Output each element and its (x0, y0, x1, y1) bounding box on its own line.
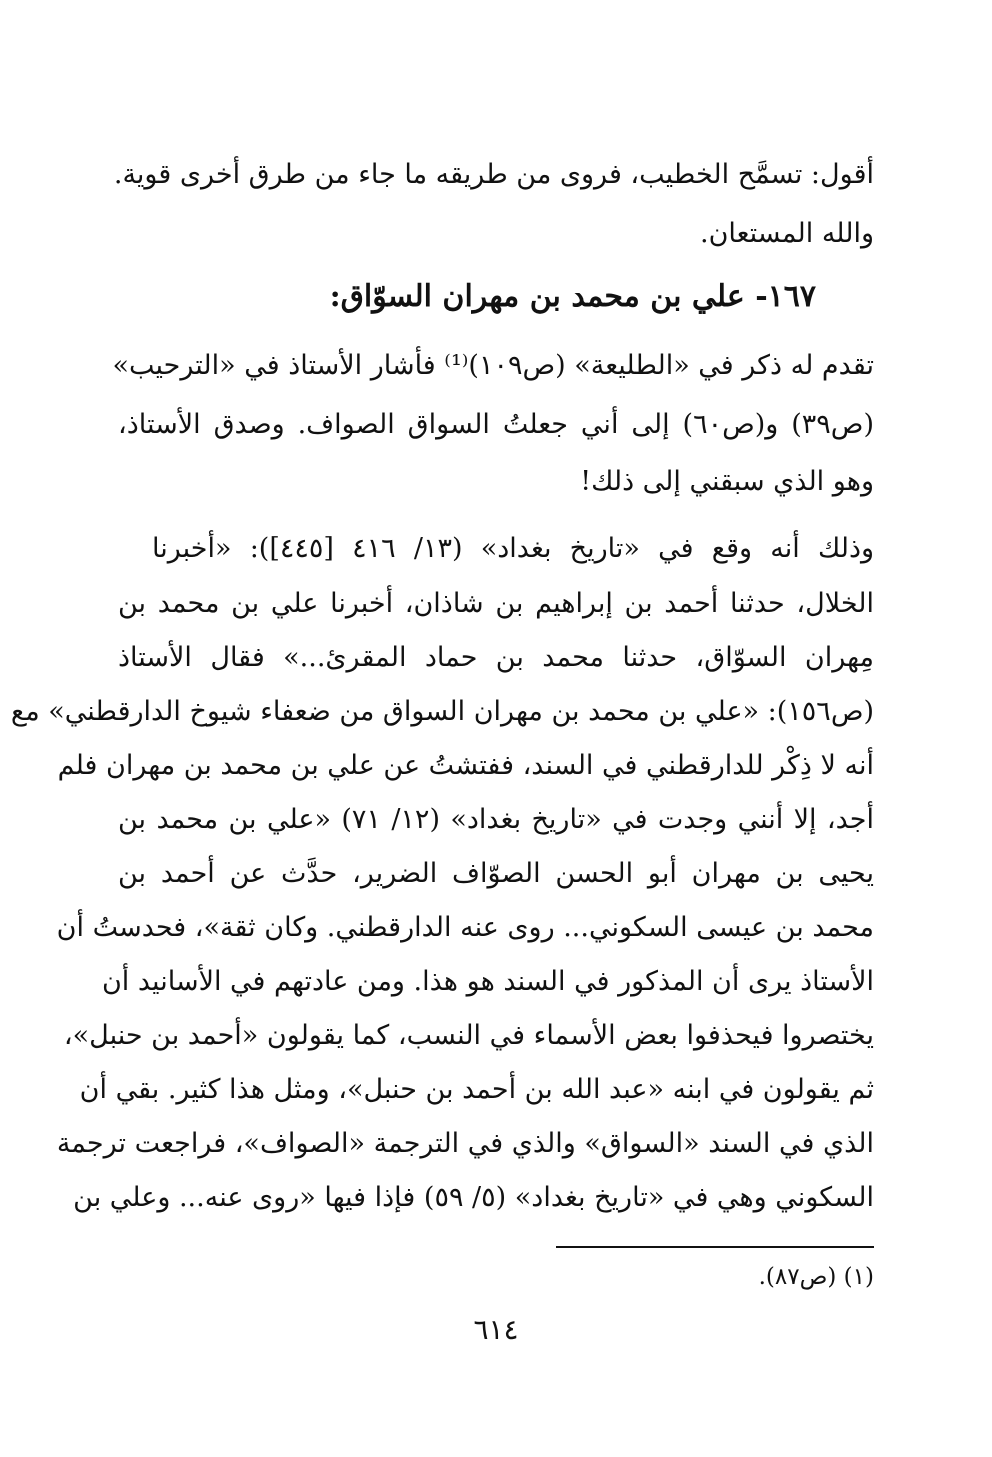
body-line: (ص٣٩) و(ص٦٠) إلى أني جعلتُ السواق الصواف. وصدق الأستاذ، (118, 409, 874, 440)
body-line: وهو الذي سبقني إلى ذلك! (580, 466, 874, 497)
entry-heading: ١٦٧- علي بن محمد بن مهران السوّاق: (329, 279, 816, 314)
body-line: (ص١٥٦): «علي بن محمد بن مهران السواق من ضعفاء شيوخ الدارقطني» مع (10, 696, 874, 727)
body-line: أجد، إلا أنني وجدت في «تاريخ بغداد» (١٢/ ٧١) «علي بن محمد بن (118, 804, 874, 835)
body-line: محمد بن عيسى السكوني... روى عنه الدارقطني. وكان ثقة»، فحدستُ أن (56, 912, 874, 943)
body-line: والله المستعان. (700, 218, 874, 249)
body-line: الذي في السند «السواق» والذي في الترجمة «الصواف»، فراجعت ترجمة (56, 1128, 874, 1159)
book-page (10, 0, 875, 1457)
body-line: مِهران السوّاق، حدثنا محمد بن حماد المقرئ...» فقال الأستاذ (118, 642, 874, 673)
body-line: تقدم له ذكر في «الطليعة» (ص١٠٩)⁽¹⁾ فأشار الأستاذ في «الترحيب» (112, 350, 874, 381)
body-line: أنه لا ذِكْر للدارقطني في السند، ففتشتُ عن علي بن محمد بن مهران فلم (57, 750, 874, 781)
footnote-divider (556, 1246, 874, 1248)
body-line: الأستاذ يرى أن المذكور في السند هو هذا. ومن عادتهم في الأسانيد أن (101, 966, 874, 997)
footnote: (١) (ص٨٧). (758, 1264, 874, 1290)
page-number: ٦١٤ (473, 1313, 519, 1346)
body-line: أقول: تسمَّح الخطيب، فروى من طريقه ما جاء من طرق أخرى قوية. (113, 159, 874, 190)
body-line: وذلك أنه وقع في «تاريخ بغداد» (١٣/ ٤١٦ [٤٤٥]): «أخبرنا (152, 533, 875, 564)
body-line: الخلال، حدثنا أحمد بن إبراهيم بن شاذان، أخبرنا علي بن محمد بن (118, 588, 874, 619)
body-line: يختصروا فيحذفوا بعض الأسماء في النسب، كما يقولون «أحمد بن حنبل»، (63, 1020, 874, 1051)
body-line: ثم يقولون في ابنه «عبد الله بن أحمد بن حنبل»، ومثل هذا كثير. بقي أن (79, 1074, 874, 1105)
body-line: السكوني وهي في «تاريخ بغداد» (٥/ ٥٩) فإذا فيها «روى عنه... وعلي بن (73, 1182, 874, 1213)
body-line: يحيى بن مهران أبو الحسن الصوّاف الضرير، حدَّث عن أحمد بن (118, 858, 874, 889)
